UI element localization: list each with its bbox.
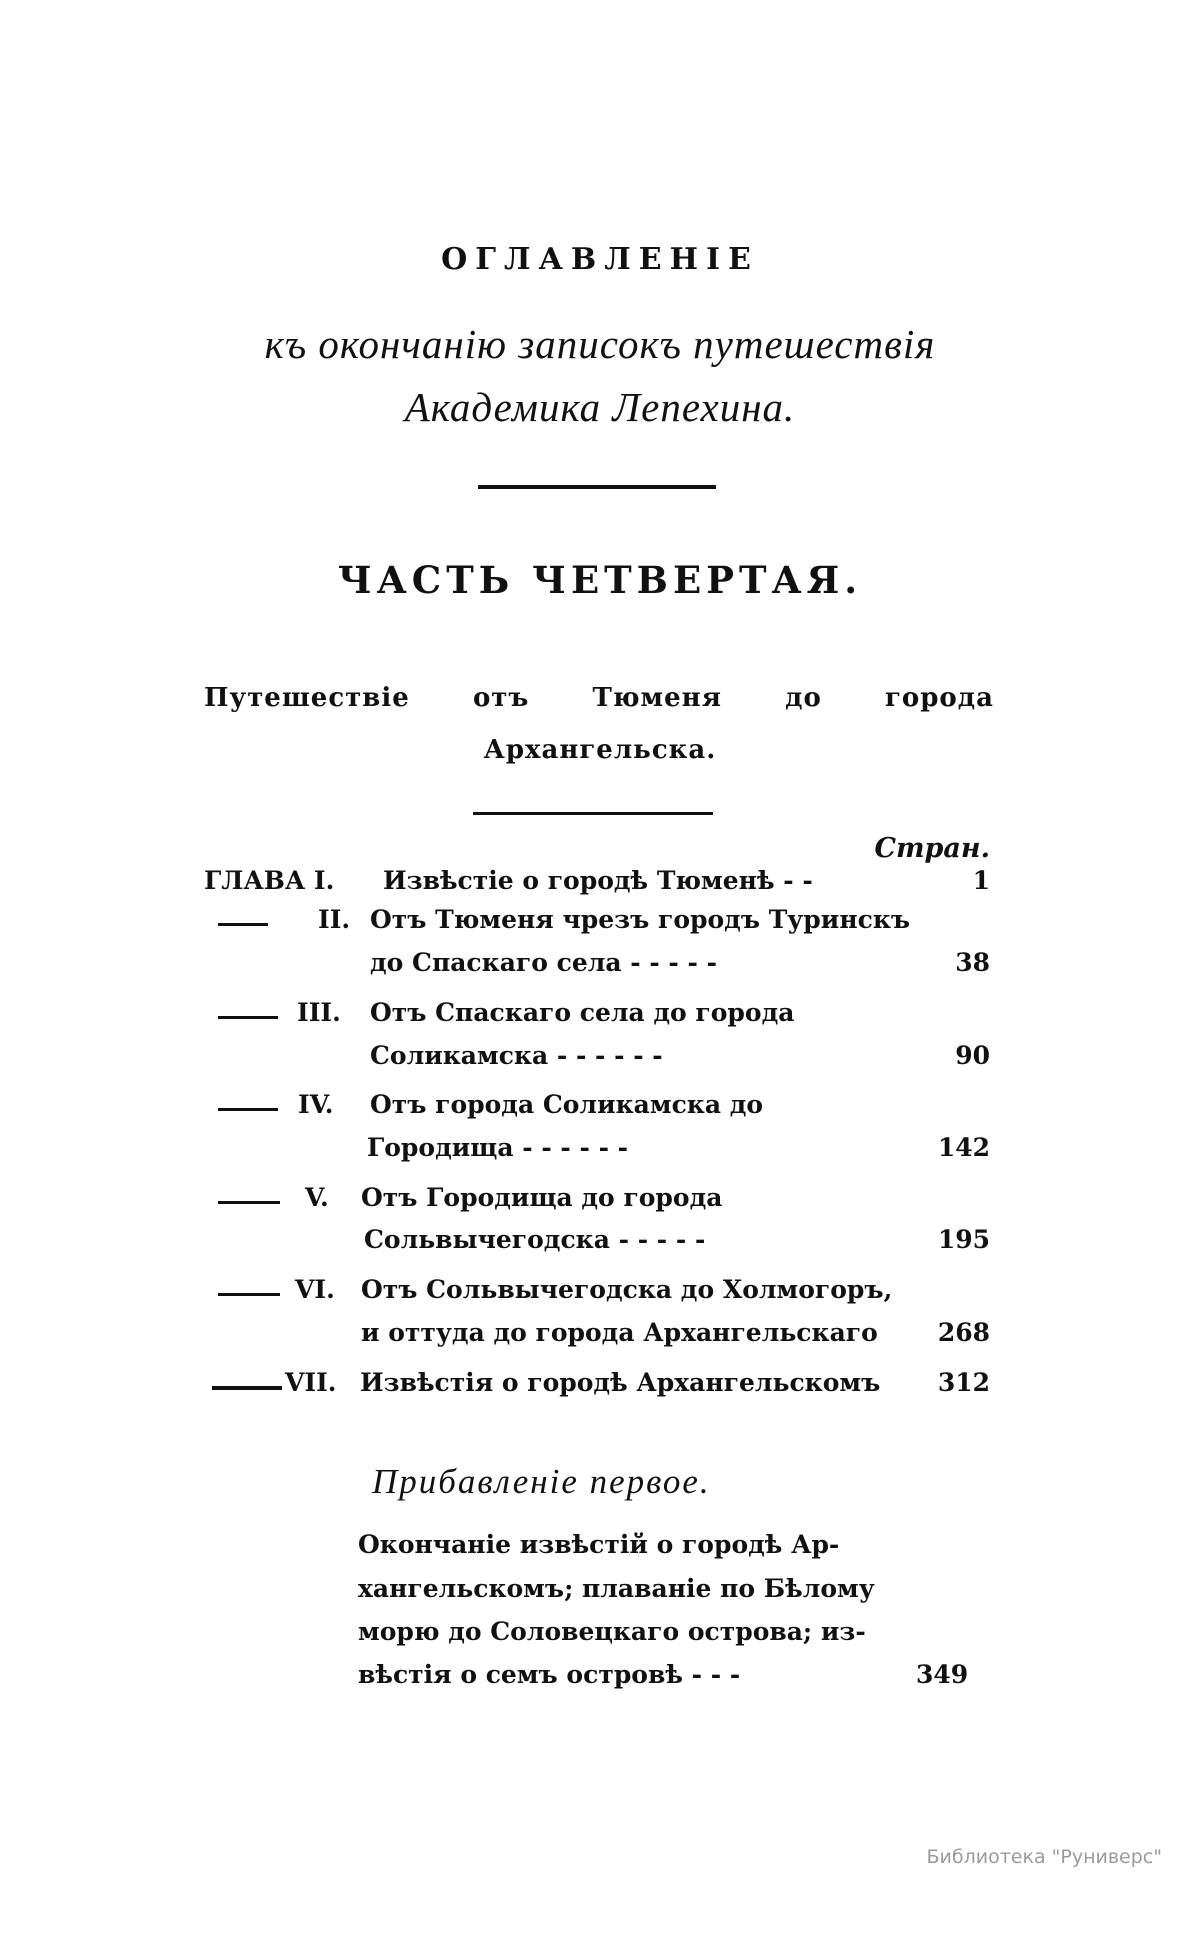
toc-entry (0, 1368, 1200, 1408)
toc-title: ОГЛАВЛЕНІЕ (441, 242, 759, 277)
toc-entry-continued (0, 1318, 1200, 1358)
chapter-number: ГЛАВА I. (204, 866, 335, 895)
addendum-text: вѣстія о семъ островѣ - - - (358, 1660, 741, 1689)
page-number: 312 (937, 1368, 990, 1397)
page-column-label: Стран. (874, 833, 990, 864)
chapter-text: и оттуда до города Архангельскаго (361, 1318, 878, 1347)
chapter-text: Городища - - - - - - (367, 1133, 629, 1162)
chapter-text: Отъ Сольвычегодска до Холмогоръ, (361, 1275, 893, 1304)
journey-word: Путешествіе (204, 683, 410, 713)
toc-entry-continued (0, 948, 1200, 988)
page-number: 349 (916, 1660, 969, 1689)
ditto-dash (218, 1016, 278, 1019)
toc-entry (0, 1090, 1200, 1130)
chapter-text: Соликамска - - - - - - (370, 1041, 663, 1070)
chapter-number: VI. (295, 1275, 335, 1304)
chapter-text: Отъ города Соликамска до (370, 1090, 764, 1119)
ditto-dash (218, 1293, 280, 1296)
chapter-text: Извѣстія о городѣ Архангельскомъ (360, 1368, 881, 1397)
addendum-text-line: Окончаніе извѣстій о городѣ Ар- (358, 1530, 840, 1559)
chapter-number: II. (318, 905, 351, 934)
toc-subtitle-line1: къ окончанію записокъ путешествія (264, 321, 936, 367)
journey-word: до (785, 683, 822, 713)
addendum-text-line: морю до Соловецкаго острова; из- (358, 1617, 866, 1646)
chapter-text: Отъ Спаскаго села до города (370, 998, 795, 1027)
toc-entry (0, 905, 1200, 945)
page-number: 195 (937, 1225, 990, 1254)
chapter-text: Сольвычегодска - - - - - (364, 1225, 706, 1254)
toc-entry (0, 1183, 1200, 1223)
ditto-dash (218, 1108, 278, 1111)
ornamental-rule (478, 485, 716, 489)
addendum-text-line: хангельскомъ; плаваніе по Бѣлому (358, 1574, 875, 1603)
chapter-text: Отъ Городища до города (361, 1183, 723, 1212)
chapter-text: Извѣстіе о городѣ Тюменѣ - - (383, 866, 813, 895)
toc-entry (0, 998, 1200, 1038)
toc-entry-continued (0, 1133, 1200, 1173)
ditto-dash (218, 923, 268, 926)
page-number: 142 (937, 1133, 990, 1162)
page-number: 268 (937, 1318, 990, 1347)
page-number: 1 (972, 866, 990, 895)
chapter-text: до Спаскаго села - - - - - (370, 948, 717, 977)
ditto-dash (212, 1386, 282, 1390)
page-number: 90 (955, 1041, 990, 1070)
chapter-number: VII. (285, 1368, 337, 1397)
chapter-text: Отъ Тюменя чрезъ городъ Туринскъ (370, 905, 911, 934)
toc-subtitle-line2: Академика Лепехина. (404, 384, 796, 430)
toc-entry (0, 1275, 1200, 1315)
journey-word: города (884, 683, 994, 713)
addendum-title: Прибавленіе первое. (372, 1462, 711, 1501)
journey-title-line1 (204, 683, 994, 713)
ditto-dash (218, 1201, 280, 1204)
page-number: 38 (955, 948, 990, 977)
library-watermark: Библиотека "Руниверс" (926, 1846, 1162, 1868)
toc-entry-continued (0, 1225, 1200, 1265)
journey-word: Тюменя (592, 683, 722, 713)
toc-entry (0, 866, 1200, 906)
section-rule (473, 812, 713, 815)
journey-word: отъ (472, 683, 530, 713)
chapter-number: IV. (298, 1090, 334, 1119)
chapter-number: III. (297, 998, 341, 1027)
part-title: ЧАСТЬ ЧЕТВЕРТАЯ. (337, 558, 863, 602)
toc-entry-continued (0, 1041, 1200, 1081)
journey-title-line2: Архангельска. (483, 735, 717, 765)
chapter-number: V. (305, 1183, 329, 1212)
addendum-text-line (358, 1660, 969, 1689)
